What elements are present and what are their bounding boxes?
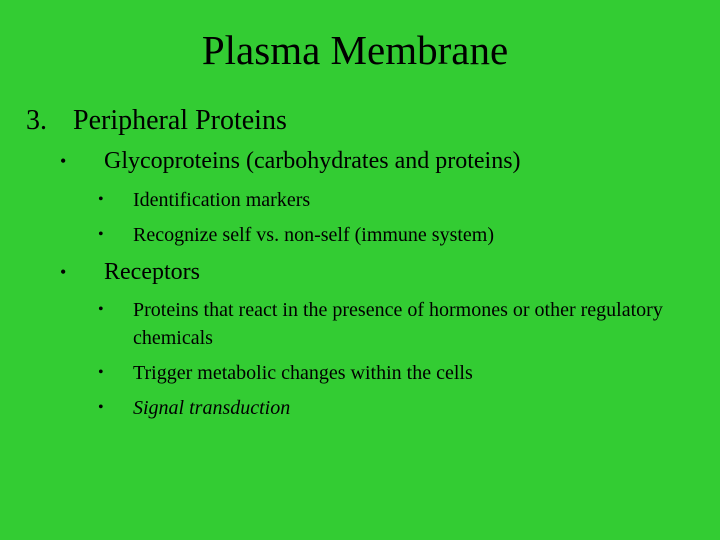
section-heading-text: Peripheral Proteins: [73, 105, 287, 136]
sub-bullet-text: Recognize self vs. non-self (immune system): [133, 224, 495, 246]
section-heading: [26, 104, 287, 138]
bullet-icon: •: [98, 226, 104, 243]
bullet-icon: •: [60, 151, 67, 171]
sub-bullet-text: Identification markers: [133, 189, 311, 211]
bullet-text: Receptors: [104, 259, 200, 285]
slide-title: Plasma Membrane: [201, 27, 509, 73]
bullet-text: Glycoproteins (carbohydrates and proteins): [104, 148, 521, 174]
bullet-icon: •: [98, 364, 104, 381]
bullet-icon: •: [98, 399, 104, 416]
bullet-icon: •: [60, 262, 67, 282]
bullet-icon: •: [98, 301, 104, 318]
sub-bullet-text: Proteins that react in the presence of hormones or other regulatory chemicals: [133, 299, 663, 349]
sub-bullet-text: Trigger metabolic changes within the cells: [133, 362, 473, 384]
sub-bullet-text: Signal transduction: [133, 397, 291, 419]
bullet-icon: •: [98, 191, 104, 208]
section-number: 3.: [26, 105, 47, 136]
